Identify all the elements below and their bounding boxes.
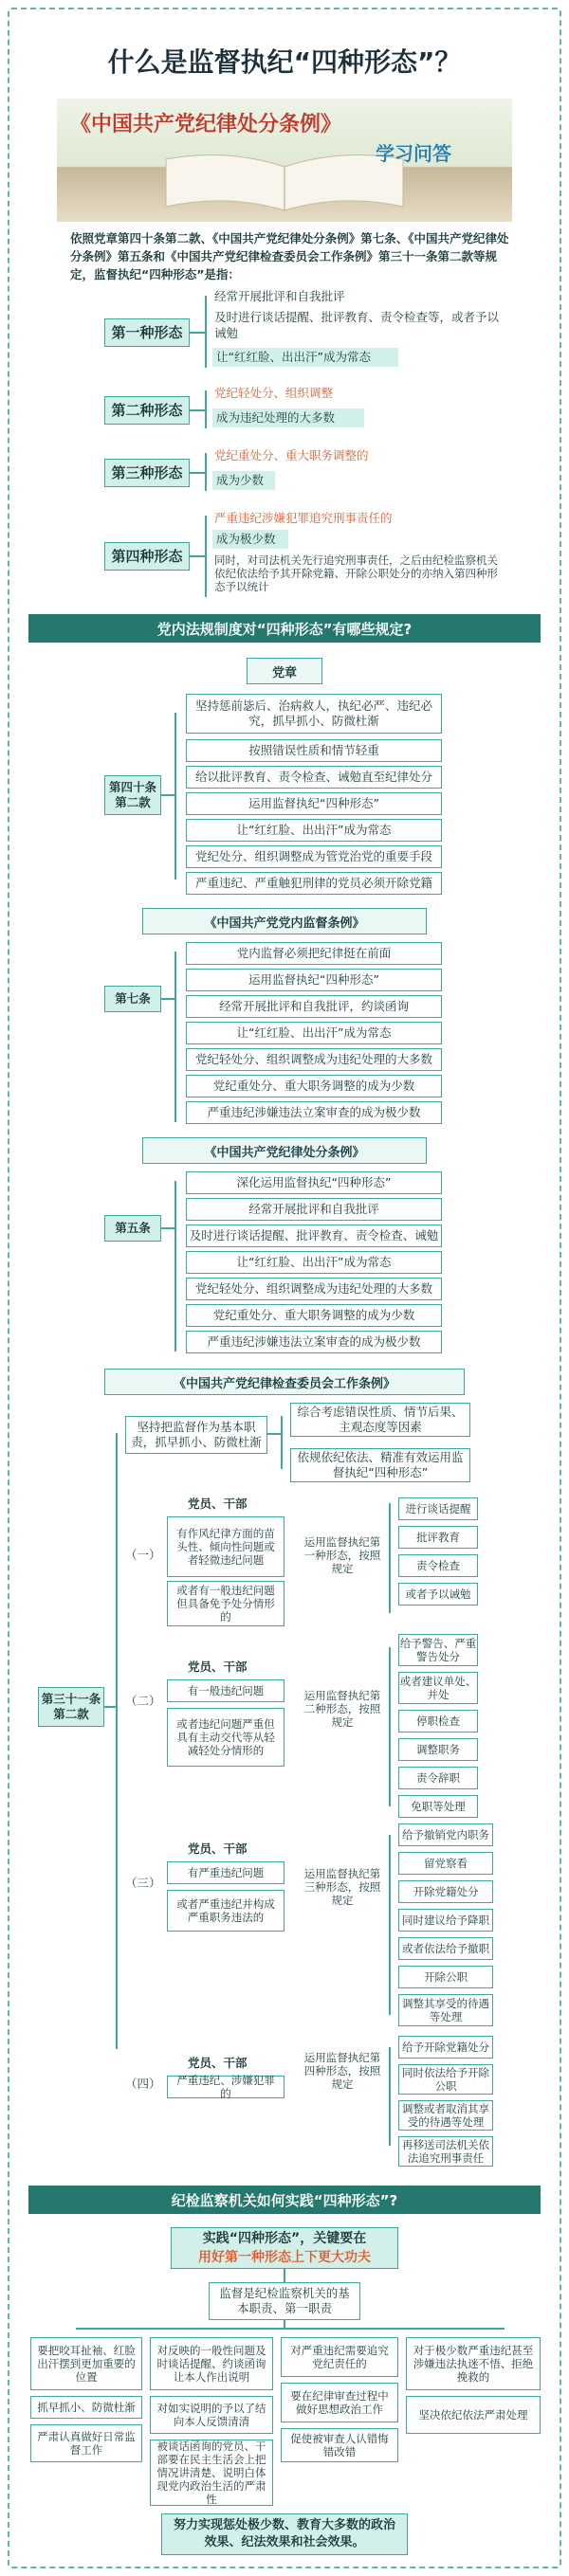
connector xyxy=(174,713,176,880)
practice-key-box xyxy=(171,2227,398,2269)
practice-role: 监督是纪检监察机关的基本职责、第一职责 xyxy=(209,2282,360,2320)
section-header: 纪检监察机关如何实践“四种形态”? xyxy=(28,2186,541,2214)
rule-row: 按照错误性质和情节轻重 xyxy=(186,739,442,762)
rule-box: 坚持把监督作为基本职责，抓早抓小、防微杜渐 xyxy=(125,1416,267,1454)
action-box: 调整职务 xyxy=(398,1738,478,1761)
rule-row: 深化运用监督执纪“四种形态” xyxy=(186,1171,442,1194)
connector xyxy=(161,794,174,796)
intro-text: 依照党章第四十条第二款、《中国共产党纪律处分条例》第七条、《中国共产党纪律处分条例》第五条和《中国共产党纪律检查委员会工作条例》第三十一条第二款等规定，监督执纪“四种形态”是指： xyxy=(70,231,509,281)
action-box: 同时建议给予降职 xyxy=(398,1909,493,1932)
practice-key-line: 实践“四种形态”，关键要在 xyxy=(202,2231,367,2246)
rule-row: 坚持惩前毖后、治病救人，执纪必严、违纪必究，抓早抓小、防微杜渐 xyxy=(186,694,442,734)
connector xyxy=(104,1706,116,1708)
form-usage: 运用监督执纪第四种形态，按照规定 xyxy=(303,2051,381,2091)
action-box: 批评教育 xyxy=(398,1526,478,1549)
connector xyxy=(174,1181,176,1351)
condition-box: 或者严重违纪并构成严重职务违法的 xyxy=(167,1890,284,1932)
form-2-line: 党纪轻处分、组织调整 xyxy=(214,386,334,400)
condition-box: 严重违纪、涉嫌犯罪的 xyxy=(167,2076,284,2098)
connector xyxy=(76,2328,505,2330)
action-box: 责令检查 xyxy=(398,1554,478,1577)
banner-subtitle: 学习问答 xyxy=(376,142,451,165)
action-box: 或者予以诫勉 xyxy=(398,1583,478,1605)
action-box: 给予撤销党内职务 xyxy=(398,1823,493,1846)
connector xyxy=(389,1647,391,1806)
connector xyxy=(190,472,205,474)
rule-row: 经常开展批评和自我批评 xyxy=(186,1198,442,1221)
condition-box: 有一般违纪问题 xyxy=(167,1679,284,1702)
connector xyxy=(389,2047,391,2146)
connector xyxy=(389,1503,391,1613)
item-number: （二） xyxy=(125,1694,161,1708)
rule-row: 经常开展批评和自我批评，约谈函询 xyxy=(186,995,442,1018)
practice-cell: 要把咬耳扯袖、红脸出汗摆到更加重要的位置 xyxy=(30,2337,142,2390)
rule-row: 党纪轻处分、组织调整成为违纪处理的大多数 xyxy=(186,1278,442,1300)
action-box: 调整或者取消其享受的待遇等处理 xyxy=(398,2100,493,2131)
banner xyxy=(57,99,512,222)
condition-box: 有严重违纪问题 xyxy=(167,1861,284,1884)
form-2-line: 成为违纪处理的大多数 xyxy=(216,410,336,425)
article-label: 第四十条第二款 xyxy=(104,775,161,815)
form-1-line: 及时进行谈话提醒、批评教育、责令检查等，或者予以诫勉 xyxy=(214,310,500,340)
subject-label: 党员、干部 xyxy=(188,2056,248,2070)
article-label: 第三十一条第二款 xyxy=(38,1687,104,1727)
practice-goal: 努力实现惩处极少数、教育大多数的政治效果、纪法效果和社会效果。 xyxy=(161,2513,408,2555)
practice-cell: 对于极少数严重违纪甚至涉嫌违法执迷不悟、拒绝挽救的 xyxy=(406,2337,541,2390)
rule-row: 运用监督执纪“四种形态” xyxy=(186,969,442,991)
action-box: 调整其享受的待遇等处理 xyxy=(398,1994,493,2026)
action-box: 开除公职 xyxy=(398,1966,493,1988)
action-box: 停职检查 xyxy=(398,1710,478,1732)
connector xyxy=(190,555,205,557)
item-number: （三） xyxy=(125,1876,161,1890)
form-1-label: 第一种形态 xyxy=(104,318,190,347)
connector xyxy=(190,409,205,411)
practice-cell: 坚决依纪依法严肃处理 xyxy=(406,2396,541,2434)
practice-cell: 严肃认真做好日常监督工作 xyxy=(30,2424,142,2462)
connector xyxy=(116,1433,118,2049)
article-label: 第五条 xyxy=(104,1215,161,1242)
connector xyxy=(205,453,207,491)
connector xyxy=(284,2320,285,2328)
doc-heading: 《中国共产党党内监督条例》 xyxy=(142,908,427,934)
open-book-icon xyxy=(161,148,408,214)
action-box: 同时依法给予开除公职 xyxy=(398,2064,493,2095)
rule-row: 党纪处分、组织调整成为管党治党的重要手段 xyxy=(186,845,442,868)
subject-label: 党员、干部 xyxy=(188,1660,248,1674)
rule-row: 让“红红脸、出出汗”成为常态 xyxy=(186,819,442,842)
rule-row: 严重违纪、严重触犯刑律的党员必须开除党籍 xyxy=(186,872,442,895)
connector xyxy=(205,390,207,428)
rule-row: 给以批评教育、责令检查、诫勉直至纪律处分 xyxy=(186,766,442,789)
action-box: 留党察看 xyxy=(398,1852,493,1875)
rule-row: 运用监督执纪“四种形态” xyxy=(186,792,442,815)
connector xyxy=(267,1433,281,1435)
banner-title: 《中国共产党纪律处分条例》 xyxy=(70,113,342,136)
form-usage: 运用监督执纪第二种形态，按照规定 xyxy=(303,1689,381,1729)
rule-row: 让“红红脸、出出汗”成为常态 xyxy=(186,1251,442,1274)
article-label: 第七条 xyxy=(104,986,161,1012)
practice-cell: 抓早抓小、防微杜渐 xyxy=(30,2396,142,2419)
connector xyxy=(161,1227,174,1229)
subject-label: 党员、干部 xyxy=(188,1841,248,1856)
action-box: 进行谈话提醒 xyxy=(398,1497,478,1520)
action-box: 再移送司法机关依法追究刑事责任 xyxy=(398,2136,493,2167)
action-box: 给予开除党籍处分 xyxy=(398,2036,493,2059)
rule-row: 党内监督必须把纪律挺在前面 xyxy=(186,942,442,965)
form-4-line: 成为极少数 xyxy=(216,532,276,546)
condition-box: 有作风纪律方面的苗头性、倾向性问题或者轻微违纪问题 xyxy=(167,1516,284,1577)
form-4-label: 第四种形态 xyxy=(104,542,190,571)
page-title: 什么是监督执纪“四种形态”？ xyxy=(107,46,462,78)
rule-row: 党纪重处分、重大职务调整的成为少数 xyxy=(186,1304,442,1327)
connector xyxy=(389,1835,391,2015)
action-box: 或者建议单处、并处 xyxy=(398,1672,478,1704)
rule-row: 让“红红脸、出出汗”成为常态 xyxy=(186,1022,442,1044)
doc-heading: 《中国共产党纪律处分条例》 xyxy=(142,1137,427,1164)
rule-row: 严重违纪涉嫌违法立案审查的成为极少数 xyxy=(186,1331,442,1353)
practice-cell: 对如实说明的予以了结向本人反馈清清 xyxy=(150,2396,273,2434)
action-box: 给予警告、严重警告处分 xyxy=(398,1634,478,1666)
practice-cell: 要在纪律审查过程中做好思想政治工作 xyxy=(281,2383,398,2422)
rule-row: 及时进行谈话提醒、批评教育、责令检查、诫勉 xyxy=(186,1225,442,1247)
form-usage: 运用监督执纪第一种形态，按照规定 xyxy=(303,1535,381,1575)
condition-box: 或者违纪问题严重但具有主动交代等从轻减轻处分情形的 xyxy=(167,1708,284,1767)
connector xyxy=(205,516,207,597)
item-number: （一） xyxy=(125,1548,161,1562)
section-header: 党内法规制度对“四种形态”有哪些规定? xyxy=(28,614,541,643)
practice-cell: 被谈话函询的党员、干部要在民主生活会上把情况讲清楚、说明白体现党内政治生活的严肃性 xyxy=(150,2440,273,2506)
practice-cell: 对反映的一般性问题及时谈话提醒、约谈函询让本人作出说明 xyxy=(150,2337,273,2390)
connector xyxy=(284,2269,285,2282)
rule-row: 党纪轻处分、组织调整成为违纪处理的大多数 xyxy=(186,1048,442,1071)
form-1-line: 让“红红脸、出出汗”成为常态 xyxy=(216,350,371,364)
rule-row: 严重违纪涉嫌违法立案审查的成为极少数 xyxy=(186,1101,442,1124)
form-usage: 运用监督执纪第三种形态，按照规定 xyxy=(303,1867,381,1907)
connector xyxy=(205,296,207,368)
form-4-line: 严重违纪涉嫌犯罪追究刑事责任的 xyxy=(214,511,393,525)
action-box: 或者依法给予撤职 xyxy=(398,1937,493,1960)
item-number: （四） xyxy=(125,2077,161,2091)
rule-row: 党纪重处分、重大职务调整的成为少数 xyxy=(186,1075,442,1098)
doc-heading: 党章 xyxy=(247,658,322,684)
form-4-note: 同时，对司法机关先行追究刑事责任，之后由纪检监察机关依纪依法给予其开除党籍、开除公职处分的亦纳入第四种形态予以统计 xyxy=(214,553,498,593)
form-3-label: 第三种形态 xyxy=(104,459,190,487)
connector xyxy=(161,998,174,1000)
action-box: 免职等处理 xyxy=(398,1795,478,1818)
connector xyxy=(281,1416,283,1469)
rule-box: 综合考虑错误性质、情节后果、主观态度等因素 xyxy=(290,1403,470,1437)
action-box: 责令辞职 xyxy=(398,1767,478,1789)
connector xyxy=(190,332,205,334)
practice-key-line: 用好第一种形态上下更大功夫 xyxy=(198,2250,371,2265)
doc-heading: 《中国共产党纪律检查委员会工作条例》 xyxy=(104,1369,465,1395)
form-1-line: 经常开展批评和自我批评 xyxy=(214,289,345,303)
connector xyxy=(174,952,176,1122)
practice-cell: 对严重违纪需要追究党纪责任的 xyxy=(281,2337,398,2377)
subject-label: 党员、干部 xyxy=(188,1497,248,1511)
condition-box: 或者有一般违纪问题但具备免予处分情形的 xyxy=(167,1581,284,1626)
form-3-line: 成为少数 xyxy=(216,473,265,487)
form-2-label: 第二种形态 xyxy=(104,396,190,425)
practice-cell: 促使被审查人认错悔错改错 xyxy=(281,2428,398,2462)
action-box: 开除党籍处分 xyxy=(398,1880,493,1903)
rule-box: 依规依纪依法、精准有效运用监督执纪“四种形态” xyxy=(290,1448,470,1482)
form-3-line: 党纪重处分、重大职务调整的 xyxy=(214,448,369,463)
